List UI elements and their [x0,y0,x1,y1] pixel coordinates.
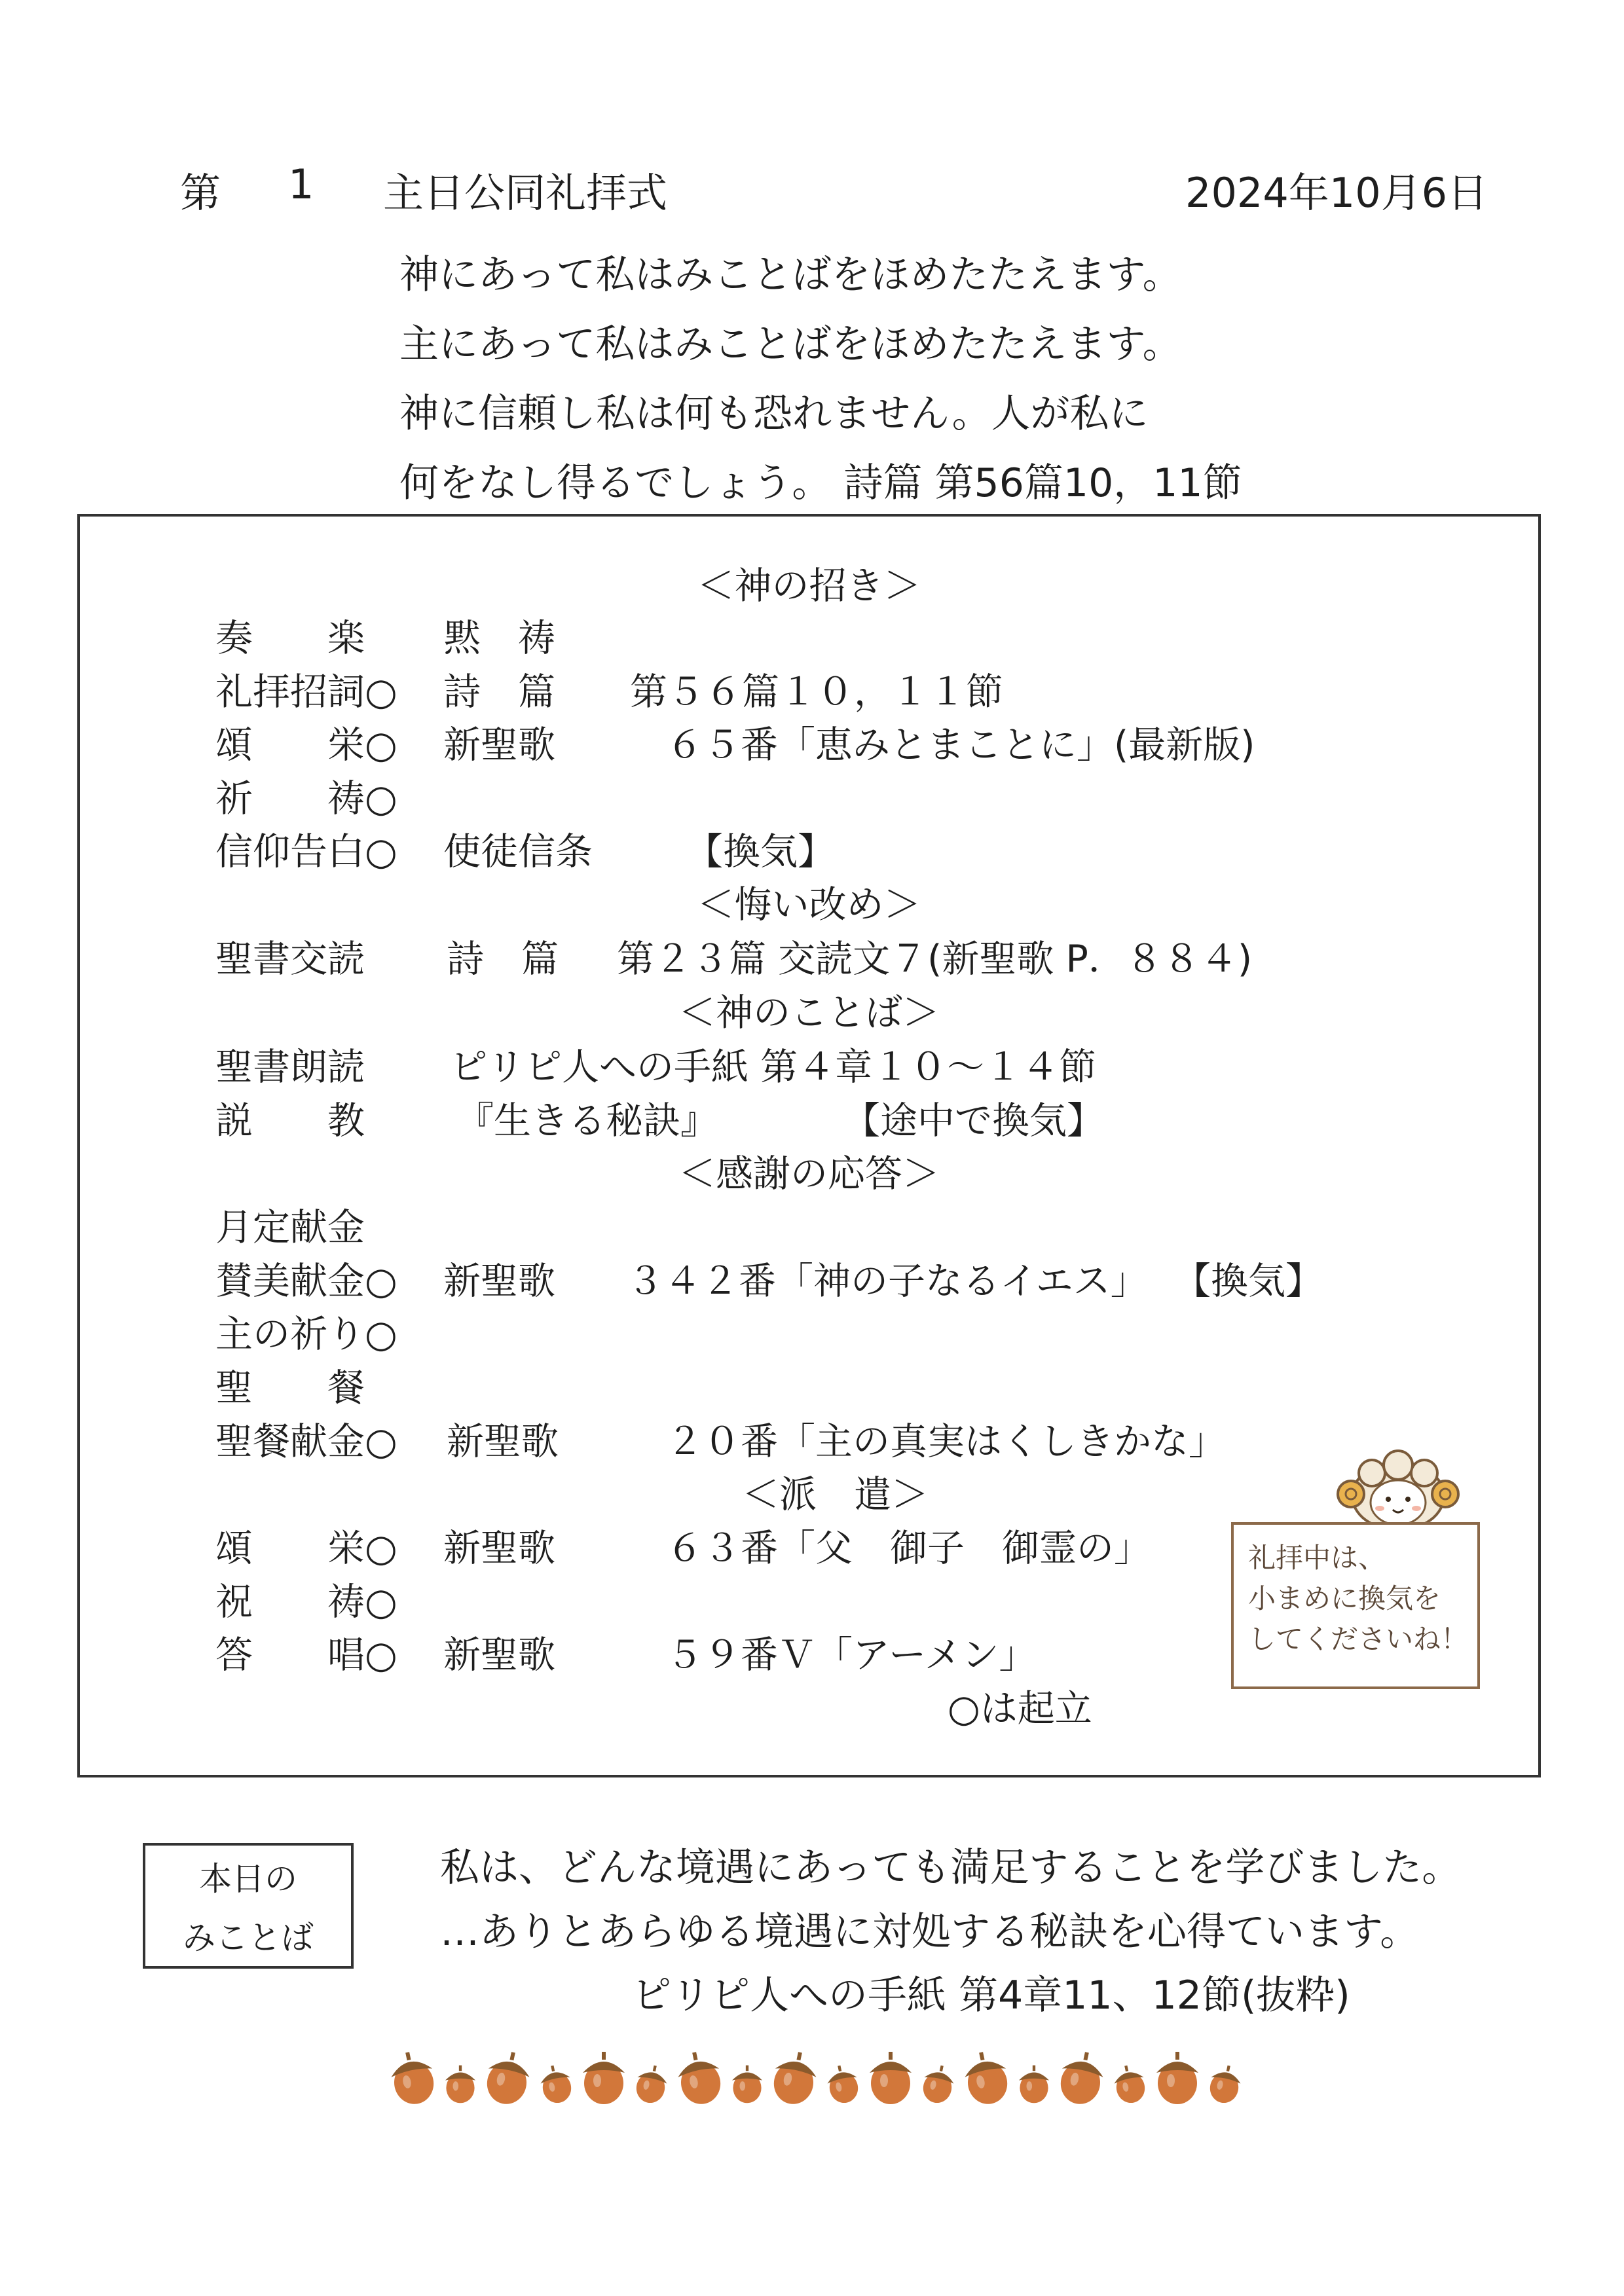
acorn-icon [445,2066,475,2104]
hymn1-detail: ６５番「恵みとまことに」(最新版) [666,723,1255,767]
acorn-icon [870,2052,912,2104]
sermon-label: 説 教 [215,1099,365,1142]
todays-verse-line: …ありとあらゆる境遇に対処する秘訣を心得ています。 [440,1909,1420,1955]
prelude-label: 奏 楽 [215,617,365,660]
call-label: 礼拝招詞○ [215,670,397,714]
lords-prayer-label: 主の祈り○ [215,1313,397,1356]
acorn-icon [538,2062,575,2105]
todays-word-box-line: 本日の [199,1860,297,1898]
reading-resp-source: 詩 篇 [447,938,559,981]
communion-offering-label: 聖餐献金○ [215,1420,397,1463]
hymn2-detail: ６３番「父 御子 御霊の」 [666,1527,1151,1570]
acorn-icon [919,2062,957,2105]
praise-offering-note: 【換気】 [1173,1260,1323,1303]
benediction-label: 祝 祷○ [215,1580,397,1624]
opening-verse-line: 神に信頼し私は何も恐れません。人が私に [399,391,1149,437]
communion-offering-detail: ２０番「主の真実はくしきかな」 [666,1420,1226,1463]
reading-detail: ピリピ人への手紙 第４章１０～１４節 [450,1046,1097,1089]
opening-verse-line: 神にあって私はみことばをほめたたえます。 [399,252,1182,298]
prayer1-label: 祈 祷○ [215,777,397,820]
acorn-icon [769,2048,821,2108]
acorn-border [386,2030,1257,2121]
section-sending: ＜派 遣＞ [742,1473,929,1516]
service-date: 2024年10月6日 [1185,169,1488,217]
call-source: 詩 篇 [443,670,555,714]
acorn-icon [1019,2066,1049,2104]
sermon-title: 『生きる秘訣』 [456,1099,718,1142]
praise-offering-detail: ３４２番「神の子なるイエス」 [627,1260,1148,1303]
acorn-icon [633,2062,670,2105]
reading-resp-detail: 第２３篇 交読文７(新聖歌 P．８８４) [617,938,1253,981]
opening-verse-line: 何をなし得るでしょう。 詩篇 第56篇10，11節 [399,460,1242,506]
reading-resp-label: 聖書交読 [215,938,365,981]
creed-note: 【換気】 [686,830,835,873]
service-number: 1 [288,160,314,208]
acorn-icon [674,2048,726,2108]
hymn1-label: 頌 栄○ [215,723,397,767]
acorn-icon [1056,2048,1107,2108]
creed-label: 信仰告白○ [215,830,397,873]
call-detail: 第５６篇１０，１１節 [630,670,1003,714]
ventilation-note-line: してくださいね！ [1248,1623,1469,1655]
amen-label: 答 唱○ [215,1633,397,1677]
acorn-icon [1111,2062,1149,2105]
prelude-source: 黙 祷 [443,617,555,660]
service-order-label: 第 [180,169,221,217]
acorn-icon [387,2048,439,2108]
praise-offering-label: 賛美献金○ [215,1260,397,1303]
section-word: ＜神のことば＞ [678,991,940,1034]
acorn-icon [482,2048,534,2108]
page-title: 主日公同礼拝式 [383,169,668,217]
ventilation-note-line: 小まめに換気を [1248,1582,1441,1614]
monthly-label: 月定献金 [215,1206,365,1249]
sermon-note: 【途中で換気】 [843,1099,1104,1142]
acorn-icon [583,2052,625,2104]
hymn2-source: 新聖歌 [443,1527,555,1570]
section-invitation: ＜神の招き＞ [697,564,921,608]
todays-verse-line: 私は、どんな境遇にあっても満足することを学びました。 [440,1845,1462,1891]
creed-source: 使徒信条 [443,830,593,873]
section-repentance: ＜悔い改め＞ [697,883,921,926]
hymn2-label: 頌 栄○ [215,1527,397,1570]
amen-source: 新聖歌 [443,1633,555,1677]
communion-offering-source: 新聖歌 [447,1420,559,1463]
amen-detail: ５９番Ｖ「アーメン」 [666,1633,1037,1677]
section-response: ＜感謝の応答＞ [678,1152,940,1195]
ventilation-note [1231,1522,1480,1689]
stand-note: ○は起立 [948,1687,1092,1730]
reading-label: 聖書朗読 [215,1046,365,1089]
acorn-icon [824,2062,862,2105]
acorn-icon [1206,2062,1244,2105]
acorn-icon [732,2066,762,2104]
acorn-icon [1156,2052,1198,2104]
opening-verse-line: 主にあって私はみことばをほめたたえます。 [399,321,1182,367]
todays-word-box-line: みことば [183,1919,314,1957]
sheep-icon [1333,1447,1464,1532]
todays-word-box [143,1843,354,1969]
communion-label: 聖 餐 [215,1366,365,1410]
hymn1-source: 新聖歌 [443,723,555,767]
acorn-icon [961,2048,1012,2108]
ventilation-note-line: 礼拝中は、 [1248,1542,1386,1574]
todays-verse-reference: ピリピ人への手紙 第4章11、12節(抜粋) [632,1973,1350,2018]
praise-offering-source: 新聖歌 [443,1260,555,1303]
